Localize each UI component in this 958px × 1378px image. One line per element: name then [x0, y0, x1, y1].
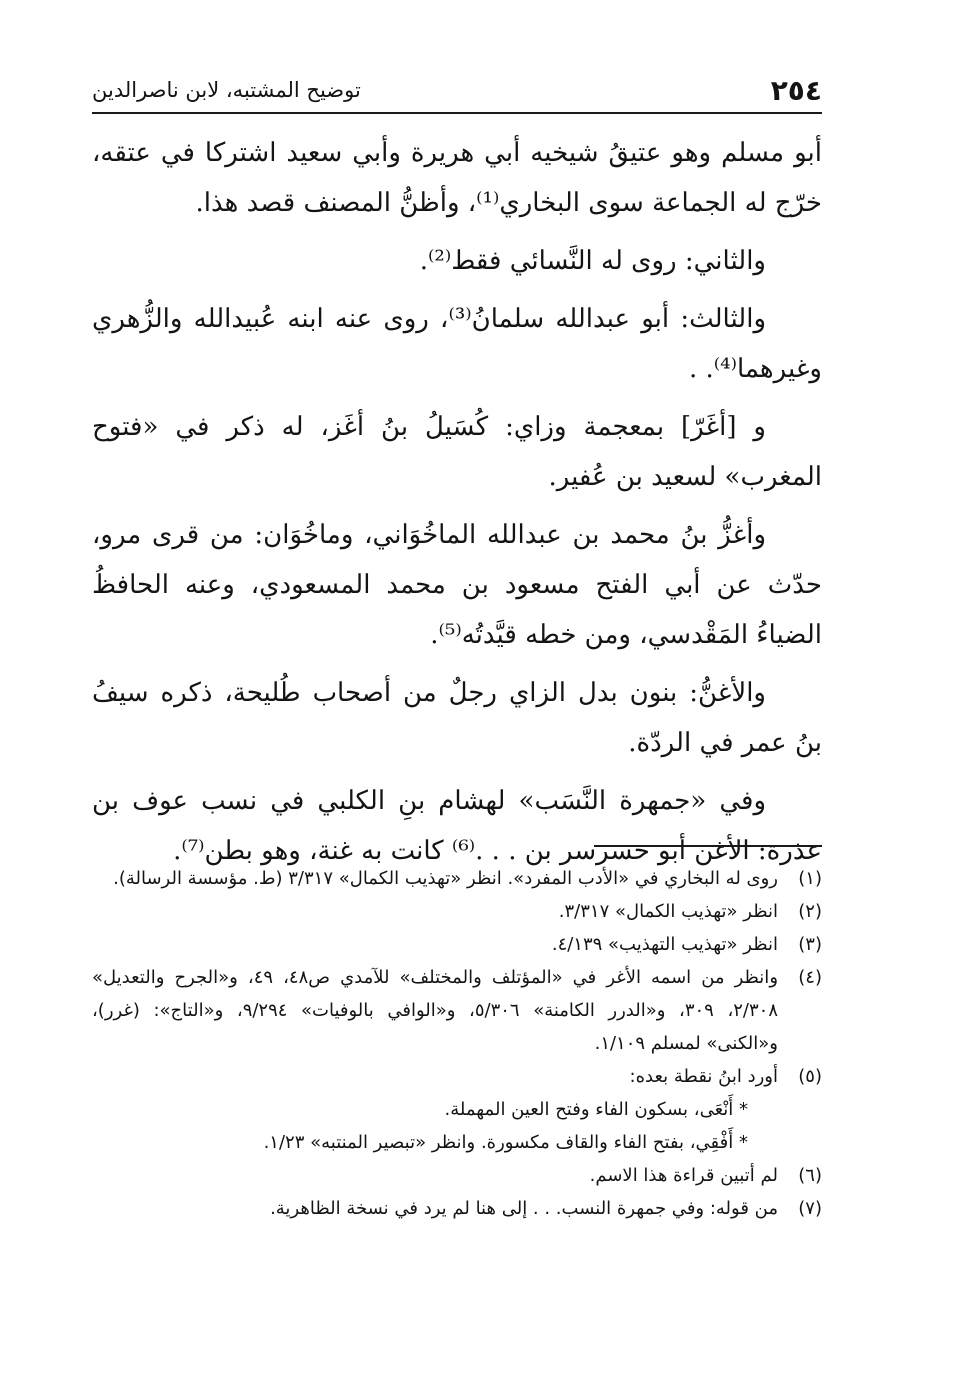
page-header: [92, 72, 822, 114]
footnote-text: وانظر من اسمه الأغر في «المؤتلف والمختلف» للآمدي ص٤٨، ٤٩، و«الجرح والتعديل» ٢/٣٠٨، ٣٠٩، و«الدرر الكامنة» ٥/٣٠٦، و«الوافي بالوفيات» ٩/٢٩٤، و«التاج»: (غرر)، و«الكنى» لمسلم ١/١٠٩.: [92, 967, 779, 1054]
paragraph: و [أغَرّ] بمعجمة وزاي: كُسَيلُ بنُ أغَز، له ذكر في «فتوح المغرب» لسعيد بن عُفير.: [92, 412, 822, 492]
footnote-separator: [594, 845, 822, 847]
footnote: [92, 1192, 822, 1225]
footnote: [92, 862, 822, 895]
footnotes: [92, 862, 822, 1225]
footnote-bullet: * أَنْعَى، بسكون الفاء وفتح العين المهملة.: [444, 1099, 748, 1120]
footnote: [92, 961, 822, 1060]
paragraph: وأغزُّ بنُ محمد بن عبدالله الماخُوَاني، وماخُوَان: من قرى مرو، حدّث عن أبي الفتح مسعود بن محمد المسعودي، وعنه الحافظُ الضياءُ المَقْدسي، ومن خطه قيَّدتُه⁽⁵⁾.: [92, 520, 822, 650]
footnote-text: لم أتبين قراءة هذا الاسم.: [589, 1165, 778, 1186]
footnote-text: روى له البخاري في «الأدب المفرد». انظر «تهذيب الكمال» ٣/٣١٧ (ط. مؤسسة الرسالة).: [113, 868, 778, 889]
footnote-text: من قوله: وفي جمهرة النسب. . . إلى هنا لم يرد في نسخة الظاهرية.: [270, 1198, 778, 1219]
footnote: [92, 895, 822, 928]
footnote-number: (١): [798, 868, 822, 889]
footnote-number: (٥): [798, 1066, 822, 1087]
paragraph: والثاني: روى له النَّسائي فقط⁽²⁾.: [419, 246, 766, 276]
footnote-number: (٣): [798, 934, 822, 955]
footnote-number: (٢): [798, 901, 822, 922]
running-title: توضيح المشتبه، لابن ناصرالدين: [92, 78, 361, 102]
page-number: ٢٥٤: [770, 74, 822, 107]
paragraph: أبو مسلم وهو عتيقُ شيخيه أبي هريرة وأبي سعيد اشتركا في عتقه، خرّج له الجماعة سوى البخاري⁽¹⁾، وأظنُّ المصنف قصد هذا.: [92, 138, 822, 218]
footnote-number: (٧): [798, 1198, 822, 1219]
footnote-number: (٤): [798, 967, 822, 988]
footnote-bullet: * أَفْقِي، بفتح الفاء والقاف مكسورة. وانظر «تبصير المنتبه» ١/٢٣.: [263, 1132, 748, 1153]
paragraph: والثالث: أبو عبدالله سلمانُ⁽³⁾، روى عنه ابنه عُبيدالله والزُّهري وغيرهما⁽⁴⁾. .: [92, 304, 822, 384]
footnote-text: انظر «تهذيب التهذيب» ٤/١٣٩.: [551, 934, 778, 955]
footnote: [92, 1159, 822, 1192]
footnote: [92, 928, 822, 961]
footnote-number: (٦): [798, 1165, 822, 1186]
paragraph: وفي «جمهرة النَّسَب» لهشام بنِ الكلبي في نسب عوف بن عذرة: الأغن أبو حسرسر بن . . .⁽⁶⁾ كانت به غنة، وهو بطن⁽⁷⁾.: [92, 786, 822, 866]
main-text: [92, 128, 822, 884]
footnote-text: أورد ابنُ نقطة بعده:: [629, 1066, 778, 1087]
paragraph: والأغنُّ: بنون بدل الزاي رجلٌ من أصحاب طُليحة، ذكره سيفُ بنُ عمر في الردّة.: [92, 678, 822, 758]
footnote: [92, 1060, 822, 1159]
footnote-text: انظر «تهذيب الكمال» ٣/٣١٧.: [558, 901, 778, 922]
